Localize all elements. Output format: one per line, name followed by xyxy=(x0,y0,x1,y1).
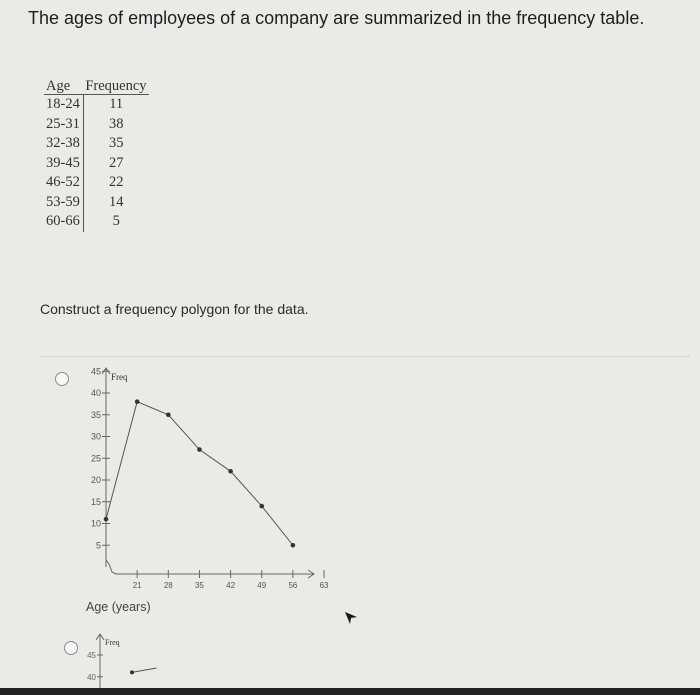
x-tick-label: 49 xyxy=(257,581,267,590)
x-axis-label: Age (years) xyxy=(86,600,151,614)
divider xyxy=(40,356,690,357)
mouse-cursor-icon xyxy=(344,611,358,625)
series-line xyxy=(106,402,293,546)
y-tick-label: 30 xyxy=(90,431,101,442)
data-point xyxy=(130,670,134,674)
table-row xyxy=(44,212,149,232)
table-row xyxy=(44,173,149,193)
data-point xyxy=(259,504,264,509)
frequency-cell: 14 xyxy=(108,193,124,210)
x-tick-label: 42 xyxy=(226,581,236,590)
y-tick-label: 45 xyxy=(90,366,101,377)
y-axis-label: Freq xyxy=(111,372,128,382)
frequency-cell: 22 xyxy=(108,174,124,190)
age-cell: 32-38 xyxy=(44,134,83,154)
data-point xyxy=(104,517,109,522)
data-point xyxy=(197,447,202,452)
frequency-table xyxy=(44,78,149,232)
age-cell: 46-52 xyxy=(44,173,83,193)
x-tick-label: 63 xyxy=(319,581,329,590)
x-tick-label: 56 xyxy=(288,581,298,590)
y-tick-label: 15 xyxy=(90,496,101,507)
table-row xyxy=(44,134,149,154)
y-tick-label: 5 xyxy=(95,540,101,551)
y-tick-label: 40 xyxy=(90,388,101,398)
y-tick-label: 45 xyxy=(87,651,96,660)
frequency-polygon-chart-b xyxy=(70,630,270,688)
frequency-cell: 5 xyxy=(112,213,120,229)
series-line xyxy=(132,668,157,672)
y-tick-label: 10 xyxy=(90,518,101,529)
x-tick-label: 35 xyxy=(194,581,204,590)
age-cell: 53-59 xyxy=(44,193,83,213)
y-axis-label: Freq xyxy=(105,638,120,647)
instruction-text: Construct a frequency polygon for the data. xyxy=(40,301,309,317)
bottom-bar xyxy=(0,688,700,695)
age-cell: 39-45 xyxy=(44,154,83,174)
table-row xyxy=(44,95,149,115)
data-point xyxy=(135,399,140,404)
table-row xyxy=(44,154,149,174)
frequency-cell: 35 xyxy=(108,135,124,151)
data-point xyxy=(166,412,171,417)
column-header-frequency: Frequency xyxy=(85,78,147,94)
frequency-cell: 27 xyxy=(108,154,124,171)
data-point xyxy=(228,469,233,474)
y-tick-label: 35 xyxy=(90,409,101,420)
y-tick-label: 40 xyxy=(87,672,96,682)
column-header-age: Age xyxy=(44,78,83,95)
question-title: The ages of employees of a company are summarized in the frequency table. xyxy=(28,8,645,28)
age-cell: 60-66 xyxy=(44,212,83,232)
frequency-cell: 38 xyxy=(108,115,124,132)
y-tick-label: 25 xyxy=(90,453,101,464)
x-tick-label: 21 xyxy=(132,581,142,590)
age-cell: 18-24 xyxy=(44,95,83,115)
frequency-polygon-chart-a xyxy=(60,360,340,620)
data-point xyxy=(291,543,296,548)
age-cell: 25-31 xyxy=(44,115,83,135)
axis-break xyxy=(106,560,116,574)
x-tick-label: 28 xyxy=(163,581,173,590)
table-row xyxy=(44,193,149,213)
table-row xyxy=(44,115,149,135)
y-tick-label: 20 xyxy=(90,475,101,485)
frequency-cell: 11 xyxy=(109,96,124,112)
